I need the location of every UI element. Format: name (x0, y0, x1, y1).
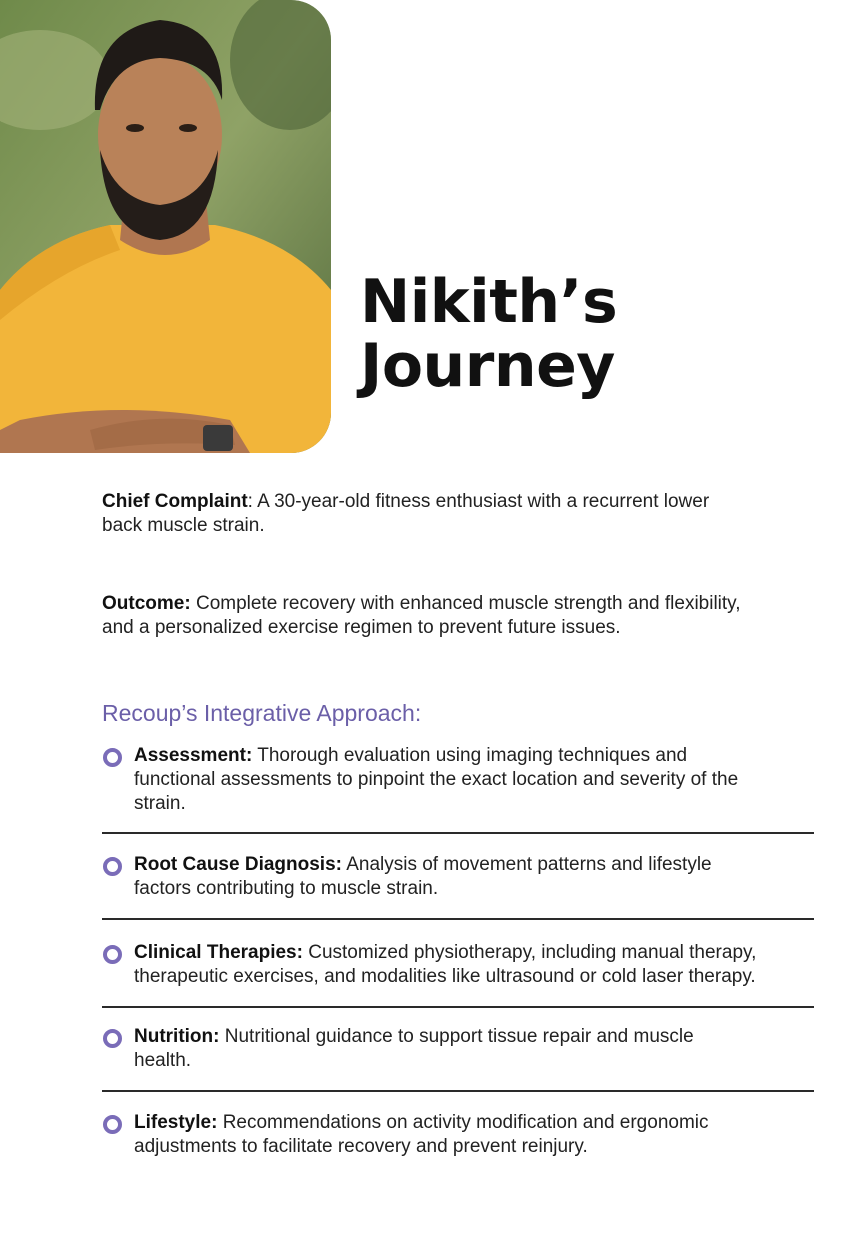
item-text: Customized physiotherapy, including manual therapy, therapeutic exercises, and modalities like ultrasound or cold laser therapy. (134, 942, 757, 987)
outcome-label: Outcome: (102, 593, 191, 614)
ring-bullet-icon (103, 857, 122, 876)
profile-photo-illustration (0, 0, 331, 453)
list-item-assessment (102, 744, 754, 816)
item-label: Assessment: (134, 745, 253, 766)
list-item-nutrition (102, 1025, 724, 1073)
item-label: Clinical Therapies: (134, 942, 303, 963)
item-text: Analysis of movement patterns and lifestyle factors contributing to muscle strain. (134, 854, 712, 899)
divider (102, 1090, 814, 1092)
item-text: Thorough evaluation using imaging techniques and functional assessments to pinpoint the exact location and severity of the strain. (134, 745, 739, 814)
title-line-1: Nikith’s (360, 267, 618, 337)
list-item-root-cause (102, 853, 724, 901)
divider (102, 832, 814, 834)
ring-bullet-icon (103, 1115, 122, 1134)
ring-bullet-icon (103, 945, 122, 964)
list-item-clinical-therapies (102, 941, 784, 989)
chief-complaint-label: Chief Complaint (102, 491, 248, 512)
ring-bullet-icon (103, 1029, 122, 1048)
list-item-lifestyle (102, 1111, 794, 1159)
divider (102, 1006, 814, 1008)
item-label: Nutrition: (134, 1026, 220, 1047)
page-title (360, 267, 618, 401)
item-label: Lifestyle: (134, 1112, 218, 1133)
approach-heading: Recoup’s Integrative Approach: (102, 700, 422, 726)
profile-photo (0, 0, 331, 453)
item-text: Nutritional guidance to support tissue repair and muscle health. (134, 1026, 694, 1071)
outcome (102, 592, 742, 640)
ring-bullet-icon (103, 748, 122, 767)
approach-list (102, 744, 814, 1159)
chief-complaint-text: : A 30-year-old fitness enthusiast with a recurrent lower back muscle strain. (102, 491, 710, 536)
outcome-text: Complete recovery with enhanced muscle strength and flexibility, and a personalized exercise regimen to prevent future issues. (102, 593, 741, 638)
item-text: Recommendations on activity modification and ergonomic adjustments to facilitate recovery and prevent reinjury. (134, 1112, 709, 1157)
chief-complaint (102, 490, 742, 538)
item-label: Root Cause Diagnosis: (134, 854, 342, 875)
title-line-2: Journey (360, 331, 615, 401)
divider (102, 918, 814, 920)
